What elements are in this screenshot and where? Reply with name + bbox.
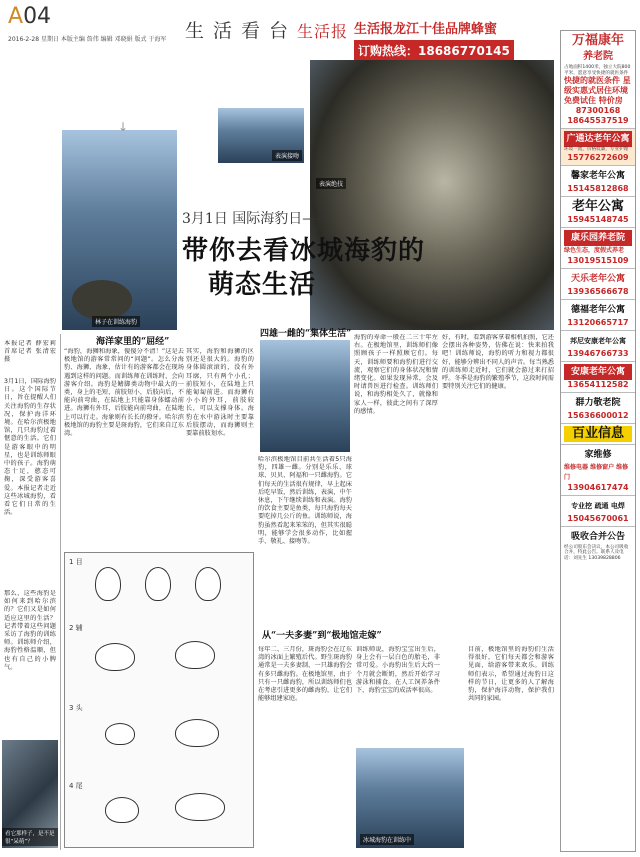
subhead-2: 四雄一雌的“集体生活” (260, 329, 352, 339)
ad-defu (561, 300, 635, 331)
seal-outline-6 (105, 723, 135, 745)
merger-notice-text: 经公司股东会决议，本公司吸收合并，特此公告。联系人及电话：刘先生 13039828806 (564, 544, 629, 561)
main-caption: 表演绝技 (316, 178, 346, 189)
byline: 本报记者 薛宏莉 首席记者 张清宏 摄 (4, 340, 56, 364)
classified-sidebar (560, 30, 636, 852)
ad-ankang (561, 362, 635, 393)
ad-wanfu-sub: 养老院 (583, 51, 613, 62)
seal-figure (72, 280, 132, 320)
ad-drain (561, 496, 635, 527)
ad-wanfu-title: 万福康年 (571, 33, 624, 48)
merger-notice-title: 吸收合并公告 (570, 531, 625, 542)
ad-wanfu-red: 快捷的就医条件 星级实惠式居住环境 免费试住 特价房 (564, 76, 631, 106)
ad-hotline: 订购热线：18686770145 (354, 40, 514, 61)
headline-line1: 带你去看冰城海豹的 (182, 236, 426, 266)
top-advertisement (354, 18, 554, 64)
seal-outline-4 (95, 643, 135, 671)
kiss-caption: 表演接吻 (272, 150, 302, 161)
ad-xinjia-phone: 15145812868 (567, 183, 629, 193)
ad-repair-phone: 13904617474 (567, 482, 629, 492)
seal-comparison-diagram (64, 552, 254, 848)
ad-laonian-title: 老年公寓 (571, 198, 624, 214)
classified-header (561, 424, 635, 445)
ad-wanfu (561, 31, 635, 129)
ad-guangtongda-text: 环境一流，价格低廉，专业护理 (564, 147, 629, 153)
training-caption: 冰城海豹在训练中 (360, 834, 414, 845)
ad-kangleyuan-phone: 13019515109 (567, 255, 629, 265)
ad-bangni-phone: 13946766733 (567, 348, 629, 358)
trainer-caption: 林子在训练海豹 (92, 316, 140, 327)
ad-line1 (354, 18, 554, 37)
ad-drain-title: 专业挖 疏通 电焊 (571, 501, 625, 510)
ad-qunli-title: 群力敬老院 (575, 397, 621, 408)
ad-tianle (561, 269, 635, 300)
column-divider (60, 334, 61, 850)
seal-outline-5 (175, 641, 215, 669)
diagram-step-1: 1 目 (69, 558, 83, 566)
cute-seal-photo (2, 740, 58, 848)
article-col5: 海豹的寿命一般在二三十年左右。在极地馆里，训练师们像照顾孩子一样照顾它们。每天，训练师要和海豹们进行交流，观察它们的身体状况和情绪变化。如果发现异常，会及时请兽医进行检查。训练师们说，和海豹相处久了，就像和家人一样，彼此之间有了深厚的感情。 (354, 334, 438, 415)
article-col8: 训练师说，海豹宝宝出生后，身上会有一层白色的胎毛，非常可爱。小海豹出生后大约一个月就会断奶，然后开始学习游泳和捕食。在人工饲养条件下，海豹宝宝的成活率很高。 (356, 646, 440, 695)
training-seal-photo (356, 748, 464, 848)
merger-notice (561, 527, 635, 564)
ad-xinjia (561, 166, 635, 197)
ad-guangtongda-title: 广通达老年公寓 (564, 131, 632, 147)
arrow-down-icon: ↓ (118, 120, 129, 134)
seal-outline-1 (95, 567, 121, 601)
ad-brand: 生活报 (354, 22, 394, 37)
ad-qunli-phone: 15636600012 (567, 410, 629, 420)
ad-laonian (561, 197, 635, 228)
section-title (185, 16, 348, 43)
section-name: 生活看台 (185, 20, 298, 42)
cute-seal-caption: 看它那样子，是不是很“呆萌”？ (2, 828, 58, 846)
seal-outline-9 (175, 793, 225, 821)
kiss-photo (218, 108, 304, 163)
ad-drain-phone: 15045670061 (567, 513, 629, 523)
ad-guangtongda (561, 129, 635, 166)
article-col6: 好，有时，看到游客拿着相机拍照，它还会摆出各种姿势，仿佛在说：快来拍我吧！训练师说，海豹的听力和视力都很好，能够分辨出不同人的声音。每当熟悉的训练师走近时，它们就会游过来打招呼。冬季是海豹的繁殖季节，这段时间需要特别关注它们的健康。 (442, 334, 554, 391)
ad-repair (561, 445, 635, 496)
ad-laonian-phone: 15945148745 (567, 214, 629, 224)
group-seal-photo (260, 340, 350, 452)
ad-ankang-phone: 13654112582 (567, 379, 629, 389)
ad-repair-red: 维修电器 维修窗户 维修门 (564, 463, 629, 481)
subhead-3: 从“一夫多妻”到“极地馆走嫁” (262, 631, 382, 641)
page-letter: A (8, 4, 24, 29)
ad-tianle-title: 天乐老年公寓 (570, 273, 625, 284)
ad-bangni-title: 邦尼安康老年公寓 (570, 336, 626, 345)
diagram-step-4: 4 尾 (69, 782, 83, 790)
diagram-step-2: 2 辅 (69, 624, 83, 632)
article-col7: 每年二、三月份，斑海豹会在辽东湾的冰面上繁殖后代。野生斑海豹通常是一夫多妻制，一只雄海豹会有多只雌海豹。在极地馆里，由于只有一只雌海豹，所以训练师们也在考虑引进更多的雌海豹，让它们能够组建家庭。 (258, 646, 352, 703)
section-brand: 生活报 (297, 22, 349, 41)
seal-outline-3 (195, 567, 221, 601)
ad-bangni (561, 331, 635, 362)
ad-guangtongda-phone: 15776272609 (567, 152, 629, 162)
ad-repair-title: 家维修 (584, 449, 612, 460)
ad-tianle-phone: 13936566678 (567, 286, 629, 296)
headline-line2: 萌态生活 (208, 270, 317, 300)
ad-qunli (561, 393, 635, 424)
intro-text: 3月1日，国际海豹日。这个国际节日，旨在提醒人们关注海豹的生存状况，保护海洋环境。在哈尔滨极地馆，几只海豹过着惬意的生活。它们是游客眼中的明星，也是训练师眼中的孩子。海豹萌态十足，憨态可掬，深受游客喜爱。本报记者走近这些冰城海豹，看看它们日常的生活。 (4, 378, 56, 517)
issue-meta: 2016-2-28 星期日 本版主编 詹伟 编辑 邓晓娟 版式 于海军 (8, 36, 167, 43)
ad-kangleyuan (561, 228, 635, 269)
main-seal-photo (310, 60, 554, 330)
ad-wanfu-text: 占地面积1400米，独立大院800平米，愿意享受快捷的就医条件 (564, 65, 631, 76)
ad-xinjia-title: 馨家老年公寓 (570, 170, 625, 181)
date-line: 3月1日 国际海豹日—— (182, 211, 331, 227)
subhead-1: 海洋家里的“屈经” (96, 337, 170, 347)
seal-outline-2 (145, 567, 171, 601)
intro-text-2: 那么，这些海豹是如何来到哈尔滨的？它们又是如何适应这里的生活？记者带着这些问题采访了海豹的训练师。训练师介绍，海豹性格温顺，但也有自己的小脾气。 (4, 590, 56, 671)
ad-defu-phone: 13120665717 (567, 317, 629, 327)
page-number (8, 4, 51, 29)
ad-slogan: 龙江十佳品牌蜂蜜 (393, 22, 498, 37)
ad-kangleyuan-title: 康乐园养老院 (564, 230, 632, 246)
ad-kangleyuan-red: 绿色生态，度假式养老 (564, 246, 625, 254)
ad-wanfu-phone: 87300168 18645537519 (567, 106, 629, 126)
diagram-step-3: 3 头 (69, 704, 83, 712)
article-col4: 哈尔滨极地馆目前共生活着5只海豹，四雄一雌。分别是乐乐、球球、贝贝、阿福和一只雌海豹。它们每天的生活很有规律，早上起床后吃早饭，然后训练，表演，中午休息，下午继续训练和表演。海豹的饮食主要是鱼类，每只海豹每天要吃掉几公斤的鱼。训练师说，海豹虽然看起来笨笨的，但其实很聪明，能够学会很多动作，比如握手、敬礼、接吻等。 (258, 456, 352, 546)
page-number-digits: 04 (23, 4, 52, 29)
classified-title: 百业信息 (564, 426, 632, 442)
seal-outline-7 (175, 719, 219, 747)
article-col9: 目前，极地馆里的海豹们生活得很好，它们每天都会和游客见面，给游客带来欢乐。训练师们表示，希望通过海豹日这样的节日，让更多的人了解海豹，保护海洋动物，保护我们共同的家园。 (468, 646, 554, 703)
ad-defu-title: 德福老年公寓 (570, 304, 625, 315)
seal-outline-8 (105, 797, 139, 823)
article-col3: 其实，海豹和海狮的区别还是很大的。海豹的身体圆滚滚的，没有外耳廓，只有两个小孔；前肢短小，在陆地上只能匍匐前进。而海狮有小小的外耳，前肢较长，可以支撑身体。海豹在水中游泳时主要靠后肢摆动，而海狮则主要靠前肢划水。 (186, 348, 254, 438)
trainer-photo (62, 130, 177, 330)
article-col2: “海豹，海狮和海象，傻傻分不清！”这是去极地馆的游客常常问的“问题”。怎么分海豹、海狮、海象，估计有的游客都会在现场遇到这样的问题。而训练师在训练时，会向游客介绍。海豹是鳍脚类动物中最大的一类，身上的毛短，前肢短小，后肢向后，不能向前弯曲，在陆地上只能靠身体蠕动前进。海狮有外耳，后肢能向前弯曲，在陆地上可以行走。海象则有长长的獠牙。哈尔滨极地馆的海豹主要是斑海豹，它们来自辽东湾。 (64, 348, 184, 438)
ad-ankang-title: 安康老年公寓 (564, 364, 632, 380)
